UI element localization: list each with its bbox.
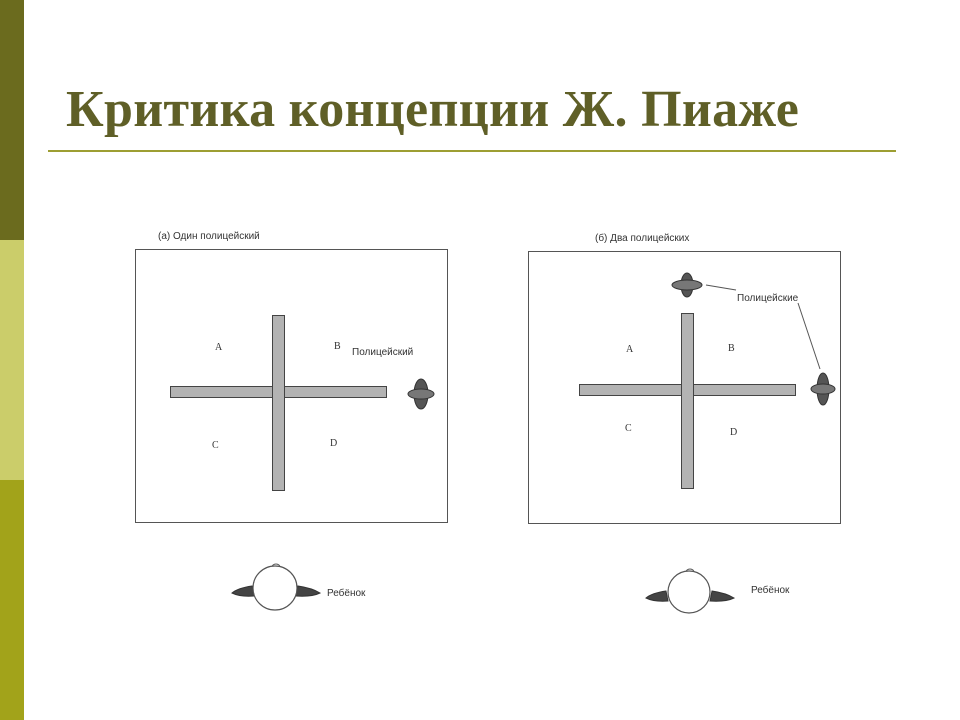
slide-title: Критика концепции Ж. Пиаже [66, 81, 800, 138]
decor-stripe-bottom [0, 480, 24, 720]
diagram-b-child-label: Ребёнок [751, 585, 790, 596]
diagram-a-quadrant-d: D [330, 438, 338, 449]
diagram-a-caption: (а) Один полицейский [158, 231, 260, 242]
diagram-a-policeman-icon [406, 378, 436, 410]
diagram-b-police-label: Полицейские [737, 293, 799, 304]
diagram-b-quadrant-c: C [625, 423, 632, 434]
title-underline [48, 150, 896, 152]
diagram-b-caption: (б) Два полицейских [595, 233, 690, 244]
diagram-a-quadrant-b: B [334, 341, 341, 352]
diagram-b-policeman-top-icon [670, 271, 704, 299]
diagram-b-quadrant-d: D [730, 427, 738, 438]
diagram-a-quadrant-c: C [212, 440, 219, 451]
diagram-b-quadrant-b: B [728, 343, 735, 354]
decor-stripe-middle [0, 240, 24, 480]
diagram-b-policeman-right-icon [809, 372, 837, 406]
decor-stripe-top [0, 0, 24, 240]
diagram-a-police-label: Полицейский [352, 347, 414, 358]
diagram-a-quadrant-a: A [215, 342, 223, 353]
diagram-a-child-icon [230, 563, 322, 611]
diagram-a-child-label: Ребёнок [327, 588, 366, 599]
diagram-b-child-icon [644, 566, 736, 614]
diagram-b-quadrant-a: A [626, 344, 634, 355]
diagram-a-wall-vertical [272, 315, 285, 491]
